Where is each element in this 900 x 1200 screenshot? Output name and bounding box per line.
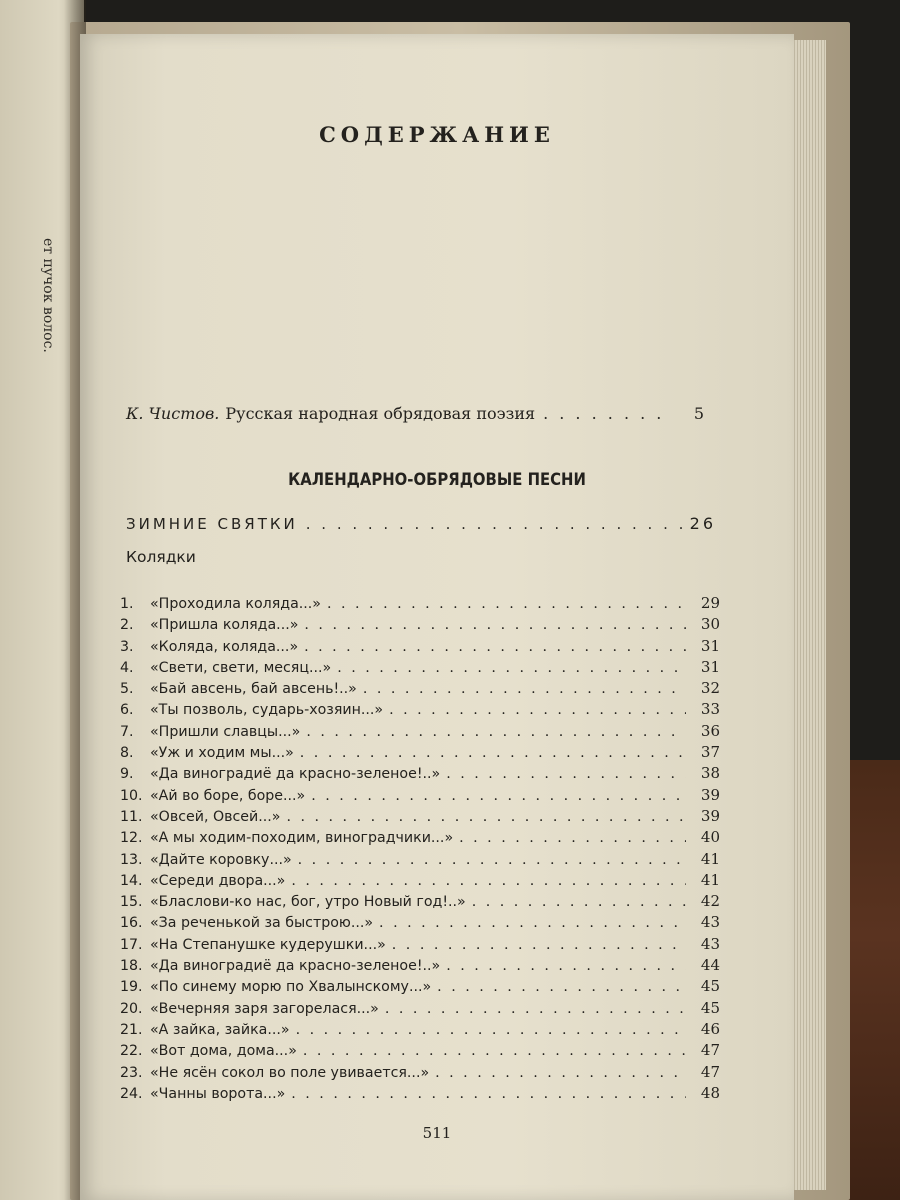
dot-leader	[306, 515, 682, 533]
subsection-page: 26	[689, 514, 716, 533]
item-title: «Уж и ходим мы...»	[150, 745, 294, 762]
item-number: 17.	[120, 936, 143, 953]
dot-leader	[543, 404, 670, 423]
item-title: «Свети, свети, месяц...»	[150, 659, 332, 676]
item-title: «Овсей, Овсей...»	[150, 808, 281, 825]
item-number: 10.	[120, 787, 143, 804]
list-item	[120, 1041, 720, 1062]
item-title: «Пришла коляда...»	[150, 617, 299, 634]
list-item	[120, 722, 720, 743]
list-item	[120, 1063, 720, 1084]
item-title: «Ты позволь, сударь-хозяин...»	[150, 702, 384, 719]
dot-leader	[296, 1022, 686, 1038]
item-number: 2.	[120, 617, 134, 634]
intro-page: 5	[693, 404, 704, 423]
list-item	[120, 956, 720, 977]
dot-leader	[337, 660, 686, 676]
dot-leader	[385, 1001, 686, 1017]
list-item	[120, 637, 720, 658]
list-item	[120, 871, 720, 892]
dot-leader	[298, 852, 686, 868]
section-heading: КАЛЕНДАРНО-ОБРЯДОВЫЕ ПЕСНИ	[288, 470, 586, 489]
item-page: 36	[700, 721, 720, 740]
item-number: 20.	[120, 1000, 143, 1017]
dot-leader	[392, 937, 686, 953]
item-page: 40	[700, 828, 720, 847]
item-title: «А мы ходим-походим, виноградчики...»	[150, 830, 454, 847]
dot-leader	[304, 617, 686, 633]
item-title: «Вот дома, дома...»	[150, 1043, 297, 1060]
dot-leader	[304, 639, 686, 655]
item-page: 41	[700, 849, 720, 868]
intro-entry	[126, 404, 704, 423]
left-page-text: ет пучок волос.	[40, 238, 56, 353]
item-title: «Да виноградиё да красно-зеленое!..»	[150, 958, 441, 975]
item-number: 1.	[120, 596, 134, 612]
item-page: 41	[700, 870, 720, 889]
item-number: 4.	[120, 659, 134, 676]
item-title: «Ай во боре, боре...»	[150, 787, 306, 804]
list-item	[120, 1020, 720, 1041]
dot-leader	[437, 979, 686, 995]
item-title: «Вечерняя заря загорелася...»	[150, 1000, 379, 1017]
item-number: 14.	[120, 872, 143, 889]
dot-leader	[389, 702, 686, 718]
item-title: «Чанны ворота...»	[150, 1085, 286, 1102]
item-title: «Не ясён сокол во поле увивается...»	[150, 1064, 430, 1081]
item-number: 22.	[120, 1043, 143, 1060]
page-heading: СОДЕРЖАНИЕ	[319, 122, 555, 147]
item-page: 48	[700, 1083, 720, 1102]
item-page: 47	[700, 1041, 720, 1060]
item-page: 45	[700, 998, 720, 1017]
list-item	[120, 850, 720, 871]
item-page: 31	[700, 636, 720, 655]
dot-leader	[306, 724, 686, 740]
dot-leader	[363, 681, 686, 697]
item-title: «Дайте коровку...»	[150, 851, 292, 868]
list-item	[120, 807, 720, 828]
dot-leader	[300, 745, 686, 761]
item-number: 3.	[120, 638, 134, 655]
item-title: «Середи двора...»	[150, 872, 286, 889]
item-number: 5.	[120, 681, 134, 698]
intro-author: К. Чистов.	[126, 404, 220, 423]
item-page: 32	[700, 679, 720, 698]
item-title: «Коляда, коляда...»	[150, 638, 299, 655]
dot-leader	[446, 958, 686, 974]
dot-leader	[472, 894, 686, 910]
item-title: «Бай авсень, бай авсень!..»	[150, 681, 357, 698]
item-title: «А зайка, зайка...»	[150, 1021, 290, 1038]
item-number: 21.	[120, 1021, 143, 1038]
item-page: 45	[700, 977, 720, 996]
list-item	[120, 828, 720, 849]
dot-leader	[446, 766, 686, 782]
dot-leader	[303, 1043, 686, 1059]
group-heading: Колядки	[126, 548, 196, 566]
list-item	[120, 658, 720, 679]
item-title: «По синему морю по Хвалынскому...»	[150, 979, 432, 996]
list-item	[120, 594, 720, 615]
item-number: 19.	[120, 979, 143, 996]
item-page: 33	[700, 700, 720, 719]
list-item	[120, 615, 720, 636]
item-number: 16.	[120, 915, 143, 932]
dot-leader	[327, 596, 686, 612]
item-number: 8.	[120, 745, 134, 762]
item-number: 15.	[120, 894, 143, 911]
dot-leader	[379, 915, 686, 931]
item-page: 43	[700, 934, 720, 953]
item-page: 43	[700, 913, 720, 932]
item-page: 47	[700, 1062, 720, 1081]
item-number: 23.	[120, 1064, 143, 1081]
item-number: 12.	[120, 830, 143, 847]
list-item	[120, 1084, 720, 1105]
item-page: 30	[700, 615, 720, 634]
dot-leader	[291, 873, 686, 889]
item-page: 31	[700, 657, 720, 676]
list-item	[120, 764, 720, 785]
item-title: «На Степанушке кудерушки...»	[150, 936, 386, 953]
dot-leader	[286, 809, 686, 825]
subsection-title: ЗИМНИЕ СВЯТКИ	[126, 515, 298, 533]
list-item	[120, 700, 720, 721]
item-title: «Проходила коляда...»	[150, 596, 321, 612]
item-number: 9.	[120, 766, 134, 783]
subsection-entry	[126, 514, 716, 533]
item-number: 6.	[120, 702, 134, 719]
list-item	[120, 913, 720, 934]
item-number: 18.	[120, 958, 143, 975]
contents-list	[120, 594, 720, 1105]
list-item	[120, 679, 720, 700]
list-item	[120, 743, 720, 764]
item-number: 24.	[120, 1085, 143, 1102]
item-number: 13.	[120, 851, 143, 868]
item-title: «За реченькой за быстрою...»	[150, 915, 374, 932]
intro-title: Русская народная обрядовая поэзия	[225, 404, 536, 423]
dot-leader	[435, 1065, 686, 1081]
dot-leader	[291, 1086, 686, 1102]
page-number: 511	[422, 1124, 452, 1142]
contents-page	[80, 34, 794, 1200]
item-title: «Пришли славцы...»	[150, 723, 301, 740]
list-item	[120, 999, 720, 1020]
item-page: 29	[700, 594, 720, 612]
item-number: 7.	[120, 723, 134, 740]
item-page: 39	[700, 785, 720, 804]
item-page: 37	[700, 743, 720, 762]
item-page: 42	[700, 892, 720, 911]
dot-leader	[459, 830, 686, 846]
item-page: 46	[700, 1019, 720, 1038]
list-item	[120, 977, 720, 998]
list-item	[120, 786, 720, 807]
list-item	[120, 935, 720, 956]
item-page: 39	[700, 806, 720, 825]
list-item	[120, 892, 720, 913]
item-number: 11.	[120, 808, 143, 825]
dot-leader	[311, 788, 686, 804]
item-title: «Бласлови-ко нас, бог, утро Новый год!..»	[150, 894, 466, 911]
item-page: 44	[700, 956, 720, 975]
item-title: «Да виноградиё да красно-зеленое!..»	[150, 766, 441, 783]
item-page: 38	[700, 764, 720, 783]
